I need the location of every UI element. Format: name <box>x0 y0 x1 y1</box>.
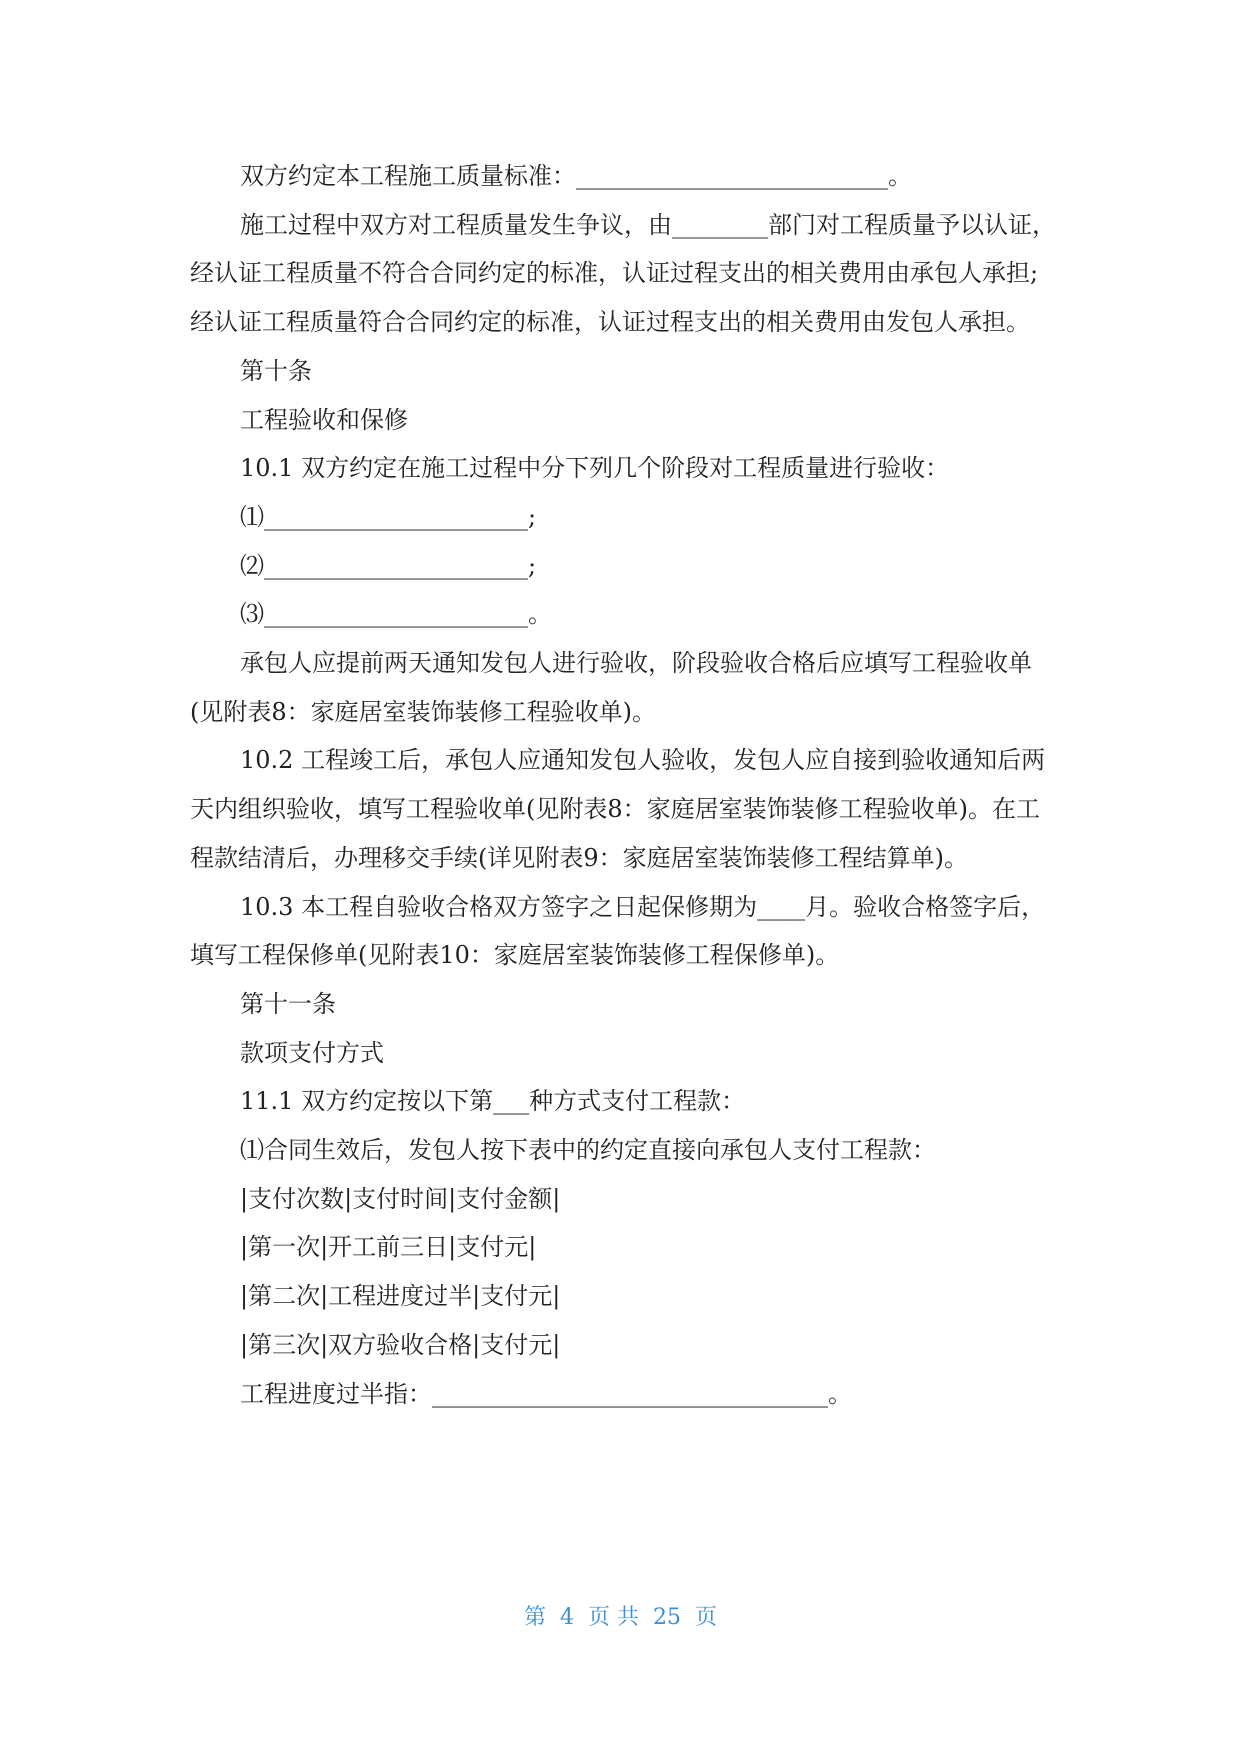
article-11-title: 款项支付方式 <box>240 1038 384 1067</box>
payment-table-row: |第三次|双方验收合格|支付元| <box>240 1330 561 1359</box>
clause-10-2: 10.2 工程竣工后，承包人应通知发包人验收，发包人应自接到验收通知后两天内组织验收，填写工程验收单(见附表8：家庭居室装饰装修工程验收单)。在工程款结清后，办理移交手续(详见附表9：家庭居室装饰装修工程结算单)。 <box>190 746 1046 872</box>
page-number-footer: 第 4 页 共 25 页 <box>524 1605 717 1630</box>
article-10-heading: 第十条 <box>240 356 312 385</box>
clause-10-1: 10.1 双方约定在施工过程中分下列几个阶段对工程质量进行验收： <box>240 454 950 483</box>
stage-item-3: ⑶______________________。 <box>240 600 552 629</box>
stage-acceptance-paragraph: 承包人应提前两天通知发包人进行验收，阶段验收合格后应填写工程验收单(见附表8：家庭居室装饰装修工程验收单)。 <box>190 649 1032 726</box>
payment-table-row: |第二次|工程进度过半|支付元| <box>240 1282 561 1311</box>
article-10-title: 工程验收和保修 <box>240 405 408 434</box>
article-11-heading: 第十一条 <box>240 989 336 1018</box>
clause-10-3: 10.3 本工程自验收合格双方签字之日起保修期为____月。验收合格签字后，填写工程保修单(见附表10：家庭居室装饰装修工程保修单)。 <box>190 892 1046 970</box>
stage-item-2: ⑵______________________; <box>240 551 537 580</box>
payment-table-header: |支付次数|支付时间|支付金额| <box>240 1184 561 1213</box>
document-body <box>190 152 1060 1418</box>
payment-table-row: |第一次|开工前三日|支付元| <box>240 1233 537 1262</box>
clause-11-1: 11.1 双方约定按以下第___种方式支付工程款： <box>240 1087 746 1116</box>
progress-half-definition: 工程进度过半指：_________________________________。 <box>240 1379 852 1408</box>
stage-item-1: ⑴______________________; <box>240 502 537 531</box>
payment-method-1: ⑴合同生效后，发包人按下表中的约定直接向承包人支付工程款： <box>240 1136 936 1165</box>
quality-dispute-paragraph: 施工过程中双方对工程质量发生争议，由________部门对工程质量予以认证，经认证工程质量不符合合同约定的标准，认证过程支出的相关费用由承包人承担;经认证工程质量符合合同约定的标准，认证过程支出的相关费用由发包人承担。 <box>190 210 1056 337</box>
quality-standard-paragraph: 双方约定本工程施工质量标准：__________________________。 <box>240 162 912 190</box>
